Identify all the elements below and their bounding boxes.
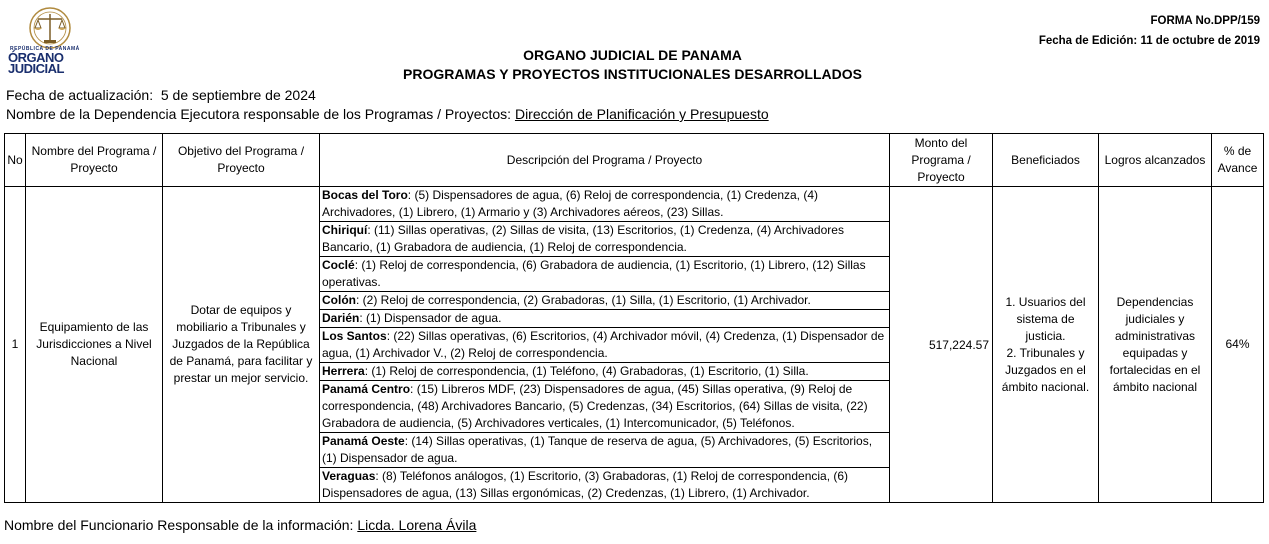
cell-no: 1 xyxy=(5,187,26,503)
header-objective: Objetivo del Programa / Proyecto xyxy=(163,134,320,187)
province-items: : (1) Reloj de correspondencia, (1) Teléfono, (4) Grabadoras, (1) Escritorio, (1) Silla. xyxy=(364,364,809,378)
cell-achievements: Dependencias judiciales y administrativas equipadas y fortalecidas en el ámbito nacional xyxy=(1099,187,1212,503)
edition-date: 11 de octubre de 2019 xyxy=(1140,35,1260,47)
province-name: Chiriquí xyxy=(322,223,368,237)
form-code: FORMA No.DPP/159 xyxy=(1150,15,1260,27)
cell-amount: 517,224.57 xyxy=(890,187,993,503)
header-no: No xyxy=(5,134,26,187)
province-items: : (15) Libreros MDF, (23) Dispensadores de agua, (45) Sillas operativa, (9) Reloj de correspondencia, (48) Archivadores Bancario, (5) Credenzas, (34) Escritorios, (64) Sillas de visita, (22) Grabadora de audiencia, (5) Archivadores verticales, (1) Intercomunicador, (5) Teléfonos. xyxy=(322,382,868,430)
cell-description xyxy=(320,187,890,503)
province-los-santos xyxy=(320,328,889,363)
province-chiriqui xyxy=(320,222,889,257)
header-achievements: Logros alcanzados xyxy=(1099,134,1212,187)
province-panama-oeste xyxy=(320,433,889,468)
province-items: : (8) Teléfonos análogos, (1) Escritorio, (3) Grabadoras, (1) Reloj de correspondencia, (6) Dispensadores de agua, (13) Sillas ergonómicas, (2) Credenzas, (1) Librero, (1) Archivador. xyxy=(322,469,849,500)
province-items: : (1) Reloj de correspondencia, (6) Grabadora de audiencia, (1) Escritorio, (1) Librero, (12) Sillas operativas. xyxy=(322,258,866,289)
province-items: : (1) Dispensador de agua. xyxy=(359,311,502,325)
header-progress: % de Avance xyxy=(1212,134,1264,187)
province-items: : (14) Sillas operativas, (1) Tanque de reserva de agua, (5) Archivadores, (5) Escritorios, (1) Dispensador de agua. xyxy=(322,434,873,465)
table-header-row xyxy=(5,134,1264,187)
province-name: Herrera xyxy=(322,364,365,378)
province-darien xyxy=(320,310,889,328)
province-items: : (5) Dispensadores de agua, (6) Reloj de correspondencia, (1) Credenza, (4) Archivadores, (1) Librero, (1) Armario y (3) Archivadores aéreos, (23) Sillas. xyxy=(322,188,819,219)
form-info xyxy=(1039,11,1260,51)
dependency-value: Dirección de Planificación y Presupuesto xyxy=(514,106,769,122)
province-name: Coclé xyxy=(322,258,355,272)
update-line xyxy=(6,86,769,105)
logo-top-text: REPÚBLICA DE PANAMÁ xyxy=(10,46,80,52)
logo-line-1: ÓRGANO xyxy=(8,50,64,65)
beneficiary-2: 2. Tribunales y Juzgados en el ámbito nacional. xyxy=(1001,345,1090,394)
province-bocas-del-toro xyxy=(320,187,889,222)
header-description: Descripción del Programa / Proyecto xyxy=(320,134,890,187)
province-items: : (22) Sillas operativas, (6) Escritorios, (4) Archivador móvil, (4) Credenza, (1) Dispensador de agua, (1) Archivador V., (2) Reloj de correspondencia. xyxy=(322,329,885,360)
table-row xyxy=(5,187,1264,503)
beneficiary-1: 1. Usuarios del sistema de justicia. xyxy=(1005,294,1086,343)
province-panama-centro xyxy=(320,381,889,433)
official-name: Licda. Lorena Ávila xyxy=(357,517,477,533)
header-beneficiaries: Beneficiados xyxy=(993,134,1099,187)
document-meta xyxy=(6,86,769,124)
responsible-official xyxy=(4,516,476,535)
province-herrera xyxy=(320,363,889,381)
province-veraguas xyxy=(320,468,889,502)
province-cocle xyxy=(320,257,889,292)
province-name: Colón xyxy=(322,293,356,307)
cell-program: Equipamiento de las Jurisdicciones a Nivel Nacional xyxy=(26,187,163,503)
logo-line-2: JUDICIAL xyxy=(8,61,64,76)
province-name: Los Santos xyxy=(322,329,387,343)
programs-table xyxy=(4,133,1264,503)
province-items: : (11) Sillas operativas, (2) Sillas de visita, (13) Escritorios, (1) Credenza, (4) Archivadores Bancario, (1) Grabadora de audiencia, (1) Reloj de correspondencia. xyxy=(322,223,844,254)
official-label: Nombre del Funcionario Responsable de la información: xyxy=(4,517,354,533)
page-title: ORGANO JUDICIAL DE PANAMA xyxy=(523,47,742,63)
header-program: Nombre del Programa / Proyecto xyxy=(26,134,163,187)
province-name: Panamá Centro xyxy=(322,382,411,396)
province-name: Darién xyxy=(322,311,360,325)
dependency-label: Nombre de la Dependencia Ejecutora responsable de los Programas / Proyectos: xyxy=(6,106,512,122)
dependency-line xyxy=(6,105,769,124)
cell-objective: Dotar de equipos y mobiliario a Tribunales y Juzgados de la República de Panamá, para facilitar y prestar un mejor servicio. xyxy=(163,187,320,503)
cell-progress: 64% xyxy=(1212,187,1264,503)
province-items: : (2) Reloj de correspondencia, (2) Grabadoras, (1) Silla, (1) Escritorio, (1) Archivador. xyxy=(356,293,811,307)
page-titles xyxy=(0,46,1265,84)
scales-of-justice-emblem-icon xyxy=(6,6,94,50)
cell-beneficiaries xyxy=(993,187,1099,503)
page-subtitle: PROGRAMAS Y PROYECTOS INSTITUCIONALES DESARROLLADOS xyxy=(403,66,862,82)
header-amount: Monto del Programa / Proyecto xyxy=(890,134,993,187)
update-date: 5 de septiembre de 2024 xyxy=(160,87,316,103)
province-name: Bocas del Toro xyxy=(322,188,408,202)
edition-label: Fecha de Edición: xyxy=(1038,35,1138,47)
update-label: Fecha de actualización: xyxy=(6,87,154,103)
province-colon xyxy=(320,292,889,310)
province-name: Veraguas xyxy=(322,469,376,483)
province-name: Panamá Oeste xyxy=(322,434,405,448)
